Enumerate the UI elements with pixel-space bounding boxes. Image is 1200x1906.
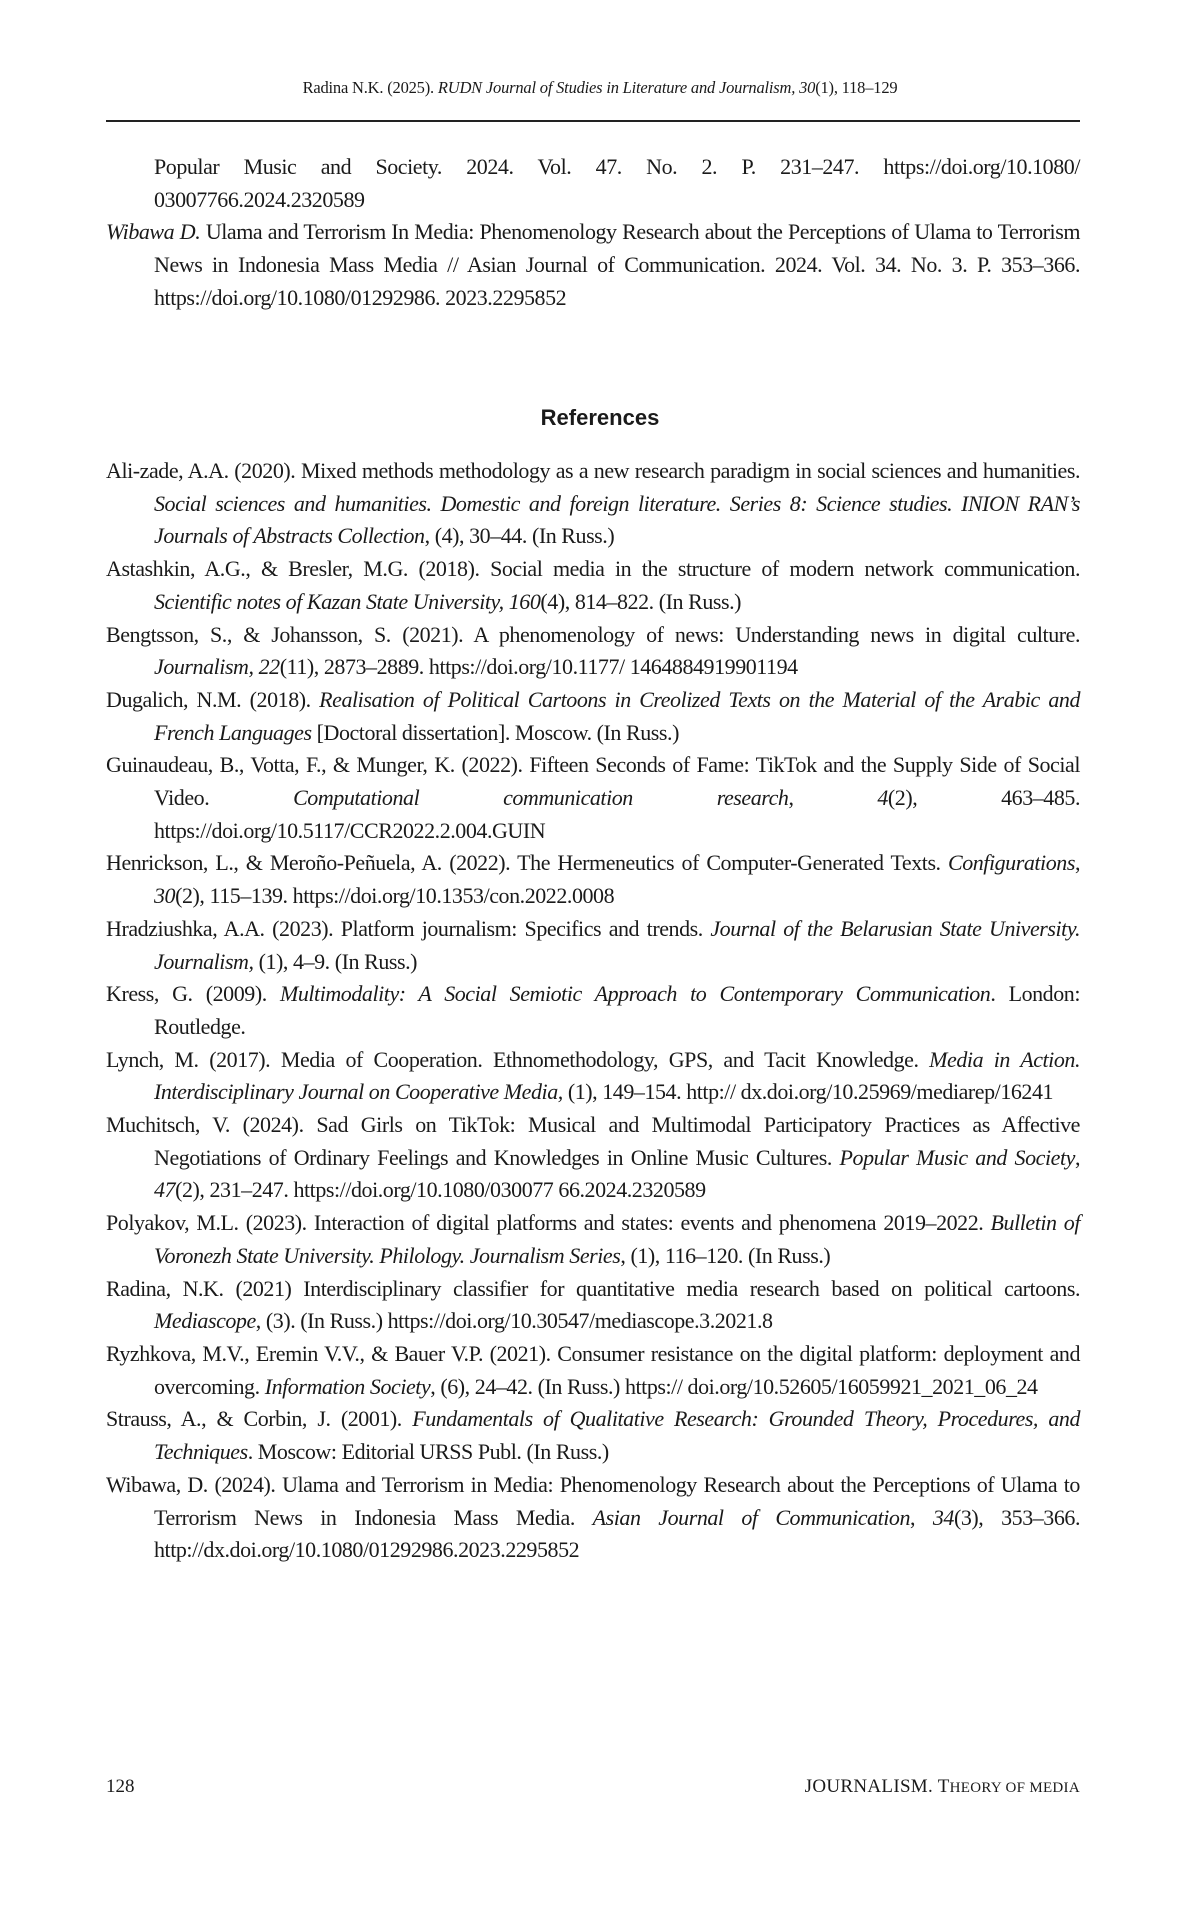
- reference-italic-text: Wibawa D.: [106, 219, 200, 244]
- reference-text: Guinaudeau, B., Votta, F., & Munger, K. (2022). Fifteen Seconds of Fame: TikTok and the Supply Side of Social Video.: [106, 752, 1080, 810]
- reference-text: (3), 353–366. http://dx.doi.org/10.1080/01292986.2023.2295852: [154, 1505, 1080, 1563]
- reference-entry: [106, 684, 1080, 749]
- reference-entry: [106, 1469, 1080, 1567]
- reference-entry: [106, 455, 1080, 553]
- reference-text: ,: [910, 1505, 933, 1530]
- reference-entry: [106, 1109, 1080, 1207]
- reference-italic-text: Multimodality: A Social Semiotic Approach to Contemporary Communication: [280, 981, 990, 1006]
- reference-entry: [106, 1273, 1080, 1338]
- reference-italic-text: Journalism, 22: [154, 654, 280, 679]
- reference-entry: [106, 913, 1080, 978]
- reference-text: (4), 814–822. (In Russ.): [540, 589, 741, 614]
- page-number: 128: [106, 1776, 135, 1798]
- reference-text: Hradziushka, A.A. (2023). Platform journalism: Specifics and trends.: [106, 916, 710, 941]
- reference-entry: [106, 151, 1080, 216]
- reference-text: (2), 115–139. https://doi.org/10.1353/con.2022.0008: [175, 883, 614, 908]
- reference-text: Strauss, A., & Corbin, J. (2001).: [106, 1406, 412, 1431]
- reference-italic-text: Bulletin of Voronezh State University. Philology. Journalism Series: [154, 1210, 1080, 1268]
- reference-italic-text: Computational communication research: [293, 785, 788, 810]
- reference-entry: [106, 1338, 1080, 1403]
- reference-italic-text: 30: [154, 883, 175, 908]
- running-head: [0, 78, 1200, 98]
- reference-italic-text: 47: [154, 1177, 175, 1202]
- reference-text: Ulama and Terrorism In Media: Phenomenology Research about the Perceptions of Ulama to Terrorism News in Indonesia Mass Media // Asian Journal of Communication. 2024. Vol. 34. No. 3. P. 353–366. https://doi.org/10.1080/01292986. 2023.2295852: [154, 219, 1080, 309]
- reference-text: Popular Music and Society. 2024. Vol. 47. No. 2. P. 231–247. https://doi.org/10.1080/ 03007766.2024.2320589: [154, 154, 1080, 212]
- journal-section-title: [805, 1776, 1080, 1798]
- reference-italic-text: Realisation of Political Cartoons in Creolized Texts on the Material of the Arabic and French Languages: [154, 687, 1080, 745]
- reference-text: Lynch, M. (2017). Media of Cooperation. Ethnomethodology, GPS, and Tacit Knowledge.: [106, 1047, 929, 1072]
- reference-entry: [106, 978, 1080, 1043]
- reference-text: ,: [788, 785, 877, 810]
- previous-references-list: [106, 151, 1080, 315]
- reference-entry: [106, 749, 1080, 847]
- reference-text: Wibawa, D. (2024). Ulama and Terrorism in Media: Phenomenology Research about the Perceptions of Ulama to Terrorism News in Indonesia Mass Media.: [106, 1472, 1080, 1530]
- header-rule: [106, 120, 1080, 122]
- reference-text: Radina, N.K. (2021) Interdisciplinary classifier for quantitative media research based on political cartoons.: [106, 1276, 1080, 1301]
- reference-text: ,: [1075, 1145, 1080, 1170]
- reference-italic-text: Mediascope: [154, 1308, 256, 1333]
- journal-title-main: JOURNALISM. T: [805, 1776, 950, 1797]
- reference-italic-text: Configurations: [948, 850, 1075, 875]
- reference-text: Ryzhkova, M.V., Eremin V.V., & Bauer V.P. (2021). Consumer resistance on the digital platform: deployment and overcoming.: [106, 1341, 1080, 1399]
- reference-entry: [106, 553, 1080, 618]
- reference-text: , (4), 30–44. (In Russ.): [425, 523, 615, 548]
- reference-text: Dugalich, N.M. (2018).: [106, 687, 319, 712]
- reference-italic-text: Information Society: [265, 1374, 431, 1399]
- reference-italic-text: Asian Journal of Communication: [593, 1505, 910, 1530]
- reference-text: Henrickson, L., & Meroño-Peñuela, A. (2022). The Hermeneutics of Computer-Generated Texts.: [106, 850, 948, 875]
- reference-italic-text: Fundamentals of Qualitative Research: Grounded Theory, Procedures, and Techniques: [154, 1406, 1080, 1464]
- reference-text: Muchitsch, V. (2024). Sad Girls on TikTok: Musical and Multimodal Participatory Practices as Affective Negotiations of Ordinary Feelings and Knowledges in Online Music Cultures.: [106, 1112, 1080, 1170]
- running-head-pages: (1), 118–129: [815, 78, 897, 97]
- reference-text: ,: [1075, 850, 1080, 875]
- reference-text: (2), 231–247. https://doi.org/10.1080/030077 66.2024.2320589: [175, 1177, 706, 1202]
- reference-text: [Doctoral dissertation]. Moscow. (In Russ.): [312, 720, 679, 745]
- reference-text: (11), 2873–2889. https://doi.org/10.1177/ 1464884919901194: [280, 654, 798, 679]
- reference-text: , (3). (In Russ.) https://doi.org/10.30547/mediascope.3.2021.8: [256, 1308, 773, 1333]
- reference-text: Ali-zade, A.A. (2020). Mixed methods methodology as a new research paradigm in social sciences and humanities.: [106, 458, 1080, 483]
- reference-text: Kress, G. (2009).: [106, 981, 280, 1006]
- reference-italic-text: 34: [933, 1505, 954, 1530]
- running-head-author: Radina N.K. (2025).: [303, 78, 438, 97]
- journal-title-smallcaps: HEORY OF MEDIA: [950, 1780, 1080, 1796]
- reference-entry: [106, 847, 1080, 912]
- reference-text: Astashkin, A.G., & Bresler, M.G. (2018). Social media in the structure of modern network communication.: [106, 556, 1080, 581]
- reference-italic-text: Scientific notes of Kazan State University, 160: [154, 589, 540, 614]
- reference-text: (1), 4–9. (In Russ.): [254, 949, 417, 974]
- reference-text: (2), 463–485. https://doi.org/10.5117/CCR2022.2.004.GUIN: [154, 785, 1080, 843]
- reference-text: , (6), 24–42. (In Russ.) https:// doi.org/10.52605/16059921_2021_06_24: [430, 1374, 1037, 1399]
- running-head-journal: RUDN Journal of Studies in Literature and Journalism, 30: [438, 78, 815, 97]
- reference-italic-text: Popular Music and Society: [840, 1145, 1075, 1170]
- reference-text: Bengtsson, S., & Johansson, S. (2021). A phenomenology of news: Understanding news in digital culture.: [106, 622, 1080, 647]
- references-heading: References: [0, 405, 1200, 431]
- reference-text: , (1), 116–120. (In Russ.): [620, 1243, 830, 1268]
- reference-text: Polyakov, M.L. (2023). Interaction of digital platforms and states: events and phenomena 2019–2022.: [106, 1210, 991, 1235]
- reference-text: . Moscow: Editorial URSS Publ. (In Russ.): [248, 1439, 609, 1464]
- reference-text: . London: Routledge.: [154, 981, 1080, 1039]
- reference-italic-text: Journal of the Belarusian State University. Journalism,: [154, 916, 1080, 974]
- reference-entry: [106, 1044, 1080, 1109]
- reference-italic-text: 4: [877, 785, 888, 810]
- reference-entry: [106, 1403, 1080, 1468]
- reference-entry: [106, 216, 1080, 314]
- reference-text: (1), 149–154. http:// dx.doi.org/10.25969/mediarep/16241: [563, 1079, 1053, 1104]
- reference-entry: [106, 619, 1080, 684]
- references-list: [106, 455, 1080, 1567]
- reference-italic-text: Media in Action. Interdisciplinary Journal on Cooperative Media,: [154, 1047, 1080, 1105]
- reference-entry: [106, 1207, 1080, 1272]
- reference-italic-text: Social sciences and humanities. Domestic and foreign literature. Series 8: Science studies. INION RAN’s Journals of Abstracts Collection: [154, 491, 1080, 549]
